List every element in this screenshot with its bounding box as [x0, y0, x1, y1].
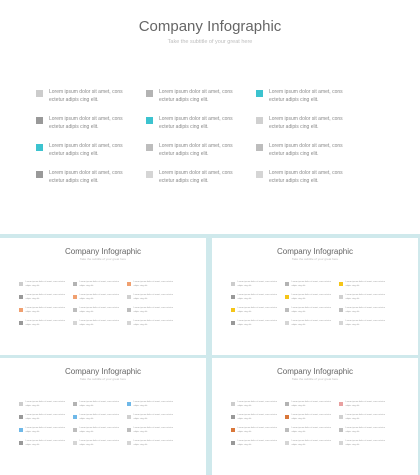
- item-grid: [36, 88, 356, 185]
- list-item-text: Lorem ipsum dolor sit amet, cons ectetur adipis cing elit.: [237, 294, 278, 300]
- list-item-text: Lorem ipsum dolor sit amet, cons ectetur adipis cing elit.: [79, 427, 120, 433]
- list-item: [73, 440, 121, 447]
- bullet-square-icon: [73, 402, 77, 406]
- list-item: [339, 440, 387, 447]
- bullet-square-icon: [285, 308, 289, 312]
- list-item: [256, 88, 356, 104]
- list-item-text: Lorem ipsum dolor sit amet, cons ectetur adipis cing elit.: [79, 401, 120, 407]
- bullet-square-icon: [36, 144, 43, 151]
- bullet-square-icon: [127, 428, 131, 432]
- list-item: [285, 427, 333, 434]
- bullet-square-icon: [36, 90, 43, 97]
- list-item: [36, 169, 136, 185]
- list-item-text: Lorem ipsum dolor sit amet, cons ectetur adipis cing elit.: [237, 281, 278, 287]
- bullet-square-icon: [127, 282, 131, 286]
- list-item: [285, 307, 333, 314]
- list-item-text: Lorem ipsum dolor sit amet, cons ectetur adipis cing elit.: [291, 427, 332, 433]
- list-item-text: Lorem ipsum dolor sit amet, cons ectetur adipis cing elit.: [291, 401, 332, 407]
- bullet-square-icon: [285, 282, 289, 286]
- bullet-square-icon: [256, 144, 263, 151]
- list-item: [231, 401, 279, 408]
- bullet-square-icon: [231, 295, 235, 299]
- list-item: [127, 414, 175, 421]
- bullet-square-icon: [146, 90, 153, 97]
- bullet-square-icon: [127, 321, 131, 325]
- bullet-square-icon: [339, 402, 343, 406]
- bullet-square-icon: [231, 321, 235, 325]
- bullet-square-icon: [146, 117, 153, 124]
- slide-thumbnail-2[interactable]: [212, 238, 418, 355]
- list-item: [127, 427, 175, 434]
- bullet-square-icon: [339, 321, 343, 325]
- list-item: [146, 115, 246, 131]
- list-item: [231, 414, 279, 421]
- list-item-text: Lorem ipsum dolor sit amet, cons ectetur adipis cing elit.: [345, 281, 386, 287]
- bullet-square-icon: [19, 402, 23, 406]
- list-item-text: Lorem ipsum dolor sit amet, cons ectetur adipis cing elit.: [159, 116, 233, 130]
- slide-subtitle: Take the subtitle of your great here: [79, 257, 127, 261]
- list-item-text: Lorem ipsum dolor sit amet, cons ectetur adipis cing elit.: [345, 401, 386, 407]
- list-item-text: Lorem ipsum dolor sit amet, cons ectetur adipis cing elit.: [291, 281, 332, 287]
- list-item: [231, 307, 279, 314]
- list-item: [339, 414, 387, 421]
- list-item-text: Lorem ipsum dolor sit amet, cons ectetur adipis cing elit.: [25, 440, 66, 446]
- list-item: [285, 281, 333, 288]
- list-item-text: Lorem ipsum dolor sit amet, cons ectetur adipis cing elit.: [237, 414, 278, 420]
- list-item: [19, 401, 67, 408]
- list-item-text: Lorem ipsum dolor sit amet, cons ectetur adipis cing elit.: [25, 320, 66, 326]
- list-item: [339, 427, 387, 434]
- bullet-square-icon: [73, 295, 77, 299]
- bullet-square-icon: [19, 441, 23, 445]
- list-item: [231, 440, 279, 447]
- bullet-square-icon: [339, 308, 343, 312]
- item-grid: [231, 281, 387, 327]
- list-item: [19, 440, 67, 447]
- item-grid: [19, 281, 175, 327]
- list-item: [256, 169, 356, 185]
- list-item-text: Lorem ipsum dolor sit amet, cons ectetur adipis cing elit.: [79, 320, 120, 326]
- bullet-square-icon: [73, 441, 77, 445]
- bullet-square-icon: [19, 308, 23, 312]
- slide-title: Company Infographic: [276, 247, 354, 256]
- list-item-text: Lorem ipsum dolor sit amet, cons ectetur adipis cing elit.: [269, 116, 343, 130]
- bullet-square-icon: [127, 415, 131, 419]
- list-item: [231, 320, 279, 327]
- list-item: [231, 281, 279, 288]
- bullet-square-icon: [231, 428, 235, 432]
- list-item-text: Lorem ipsum dolor sit amet, cons ectetur adipis cing elit.: [49, 143, 123, 157]
- list-item: [146, 169, 246, 185]
- list-item-text: Lorem ipsum dolor sit amet, cons ectetur adipis cing elit.: [49, 116, 123, 130]
- list-item: [339, 307, 387, 314]
- list-item-text: Lorem ipsum dolor sit amet, cons ectetur adipis cing elit.: [79, 440, 120, 446]
- slide-title: Company Infographic: [138, 18, 282, 35]
- list-item: [73, 401, 121, 408]
- bullet-square-icon: [73, 308, 77, 312]
- list-item-text: Lorem ipsum dolor sit amet, cons ectetur adipis cing elit.: [79, 294, 120, 300]
- bullet-square-icon: [19, 321, 23, 325]
- list-item: [19, 427, 67, 434]
- list-item: [339, 320, 387, 327]
- list-item: [285, 440, 333, 447]
- list-item-text: Lorem ipsum dolor sit amet, cons ectetur adipis cing elit.: [159, 143, 233, 157]
- list-item-text: Lorem ipsum dolor sit amet, cons ectetur adipis cing elit.: [49, 170, 123, 184]
- list-item: [127, 401, 175, 408]
- list-item: [73, 294, 121, 301]
- bullet-square-icon: [339, 441, 343, 445]
- slide-title: Company Infographic: [276, 367, 354, 376]
- bullet-square-icon: [285, 415, 289, 419]
- list-item-text: Lorem ipsum dolor sit amet, cons ectetur adipis cing elit.: [79, 414, 120, 420]
- bullet-square-icon: [19, 282, 23, 286]
- bullet-square-icon: [231, 282, 235, 286]
- list-item-text: Lorem ipsum dolor sit amet, cons ectetur adipis cing elit.: [79, 307, 120, 313]
- bullet-square-icon: [256, 171, 263, 178]
- list-item-text: Lorem ipsum dolor sit amet, cons ectetur adipis cing elit.: [237, 320, 278, 326]
- list-item: [285, 401, 333, 408]
- list-item-text: Lorem ipsum dolor sit amet, cons ectetur adipis cing elit.: [237, 401, 278, 407]
- bullet-square-icon: [73, 428, 77, 432]
- list-item-text: Lorem ipsum dolor sit amet, cons ectetur adipis cing elit.: [133, 401, 174, 407]
- list-item: [285, 294, 333, 301]
- bullet-square-icon: [231, 441, 235, 445]
- list-item-text: Lorem ipsum dolor sit amet, cons ectetur adipis cing elit.: [49, 89, 123, 103]
- list-item-text: Lorem ipsum dolor sit amet, cons ectetur adipis cing elit.: [133, 307, 174, 313]
- item-grid: [231, 401, 387, 447]
- bullet-square-icon: [256, 117, 263, 124]
- bullet-square-icon: [339, 295, 343, 299]
- bullet-square-icon: [285, 321, 289, 325]
- bullet-square-icon: [36, 117, 43, 124]
- list-item-text: Lorem ipsum dolor sit amet, cons ectetur adipis cing elit.: [25, 281, 66, 287]
- list-item-text: Lorem ipsum dolor sit amet, cons ectetur adipis cing elit.: [345, 427, 386, 433]
- list-item-text: Lorem ipsum dolor sit amet, cons ectetur adipis cing elit.: [133, 294, 174, 300]
- list-item: [127, 320, 175, 327]
- bullet-square-icon: [127, 295, 131, 299]
- list-item-text: Lorem ipsum dolor sit amet, cons ectetur adipis cing elit.: [133, 440, 174, 446]
- bullet-square-icon: [285, 441, 289, 445]
- list-item-text: Lorem ipsum dolor sit amet, cons ectetur adipis cing elit.: [269, 170, 343, 184]
- slide-title: Company Infographic: [64, 247, 142, 256]
- list-item-text: Lorem ipsum dolor sit amet, cons ectetur adipis cing elit.: [25, 414, 66, 420]
- bullet-square-icon: [19, 428, 23, 432]
- list-item-text: Lorem ipsum dolor sit amet, cons ectetur adipis cing elit.: [25, 294, 66, 300]
- list-item: [73, 414, 121, 421]
- list-item-text: Lorem ipsum dolor sit amet, cons ectetur adipis cing elit.: [291, 440, 332, 446]
- list-item: [19, 414, 67, 421]
- bullet-square-icon: [339, 415, 343, 419]
- list-item-text: Lorem ipsum dolor sit amet, cons ectetur adipis cing elit.: [345, 294, 386, 300]
- bullet-square-icon: [127, 402, 131, 406]
- list-item-text: Lorem ipsum dolor sit amet, cons ectetur adipis cing elit.: [159, 89, 233, 103]
- list-item: [73, 320, 121, 327]
- list-item-text: Lorem ipsum dolor sit amet, cons ectetur adipis cing elit.: [345, 307, 386, 313]
- list-item: [36, 142, 136, 158]
- bullet-square-icon: [19, 415, 23, 419]
- bullet-square-icon: [231, 415, 235, 419]
- bullet-square-icon: [339, 282, 343, 286]
- slide-subtitle: Take the subtitle of your great here: [291, 257, 339, 261]
- list-item-text: Lorem ipsum dolor sit amet, cons ectetur adipis cing elit.: [133, 414, 174, 420]
- list-item-text: Lorem ipsum dolor sit amet, cons ectetur adipis cing elit.: [269, 143, 343, 157]
- item-grid: [19, 401, 175, 447]
- list-item: [146, 88, 246, 104]
- list-item: [73, 427, 121, 434]
- bullet-square-icon: [19, 295, 23, 299]
- list-item-text: Lorem ipsum dolor sit amet, cons ectetur adipis cing elit.: [237, 307, 278, 313]
- list-item-text: Lorem ipsum dolor sit amet, cons ectetur adipis cing elit.: [345, 414, 386, 420]
- list-item-text: Lorem ipsum dolor sit amet, cons ectetur adipis cing elit.: [291, 320, 332, 326]
- list-item: [36, 88, 136, 104]
- list-item: [285, 414, 333, 421]
- list-item-text: Lorem ipsum dolor sit amet, cons ectetur adipis cing elit.: [291, 414, 332, 420]
- list-item: [19, 320, 67, 327]
- list-item: [285, 320, 333, 327]
- list-item-text: Lorem ipsum dolor sit amet, cons ectetur adipis cing elit.: [25, 427, 66, 433]
- bullet-square-icon: [36, 171, 43, 178]
- list-item: [231, 294, 279, 301]
- bullet-square-icon: [146, 171, 153, 178]
- bullet-square-icon: [285, 402, 289, 406]
- list-item-text: Lorem ipsum dolor sit amet, cons ectetur adipis cing elit.: [269, 89, 343, 103]
- list-item: [127, 281, 175, 288]
- bullet-square-icon: [73, 415, 77, 419]
- bullet-square-icon: [127, 441, 131, 445]
- bullet-square-icon: [285, 295, 289, 299]
- slide-thumbnail-4[interactable]: [212, 358, 418, 475]
- slide-subtitle: Take the subtitle of your great here: [79, 377, 127, 381]
- list-item-text: Lorem ipsum dolor sit amet, cons ectetur adipis cing elit.: [25, 307, 66, 313]
- list-item: [127, 307, 175, 314]
- slide-thumbnail-3[interactable]: [0, 358, 206, 475]
- list-item-text: Lorem ipsum dolor sit amet, cons ectetur adipis cing elit.: [291, 294, 332, 300]
- list-item: [19, 307, 67, 314]
- bullet-square-icon: [73, 321, 77, 325]
- list-item-text: Lorem ipsum dolor sit amet, cons ectetur adipis cing elit.: [25, 401, 66, 407]
- list-item-text: Lorem ipsum dolor sit amet, cons ectetur adipis cing elit.: [291, 307, 332, 313]
- slide-thumbnail-1[interactable]: [0, 238, 206, 355]
- list-item: [231, 427, 279, 434]
- bullet-square-icon: [256, 90, 263, 97]
- list-item-text: Lorem ipsum dolor sit amet, cons ectetur adipis cing elit.: [237, 440, 278, 446]
- list-item: [127, 440, 175, 447]
- bullet-square-icon: [127, 308, 131, 312]
- list-item-text: Lorem ipsum dolor sit amet, cons ectetur adipis cing elit.: [159, 170, 233, 184]
- bullet-square-icon: [231, 308, 235, 312]
- list-item: [339, 294, 387, 301]
- bullet-square-icon: [339, 428, 343, 432]
- list-item-text: Lorem ipsum dolor sit amet, cons ectetur adipis cing elit.: [79, 281, 120, 287]
- list-item: [19, 294, 67, 301]
- bullet-square-icon: [73, 282, 77, 286]
- list-item-text: Lorem ipsum dolor sit amet, cons ectetur adipis cing elit.: [345, 440, 386, 446]
- list-item-text: Lorem ipsum dolor sit amet, cons ectetur adipis cing elit.: [133, 281, 174, 287]
- bullet-square-icon: [146, 144, 153, 151]
- list-item: [127, 294, 175, 301]
- bullet-square-icon: [231, 402, 235, 406]
- list-item: [73, 281, 121, 288]
- list-item-text: Lorem ipsum dolor sit amet, cons ectetur adipis cing elit.: [237, 427, 278, 433]
- list-item-text: Lorem ipsum dolor sit amet, cons ectetur adipis cing elit.: [133, 427, 174, 433]
- list-item-text: Lorem ipsum dolor sit amet, cons ectetur adipis cing elit.: [133, 320, 174, 326]
- slide-subtitle: Take the subtitle of your great here: [291, 377, 339, 381]
- list-item: [256, 142, 356, 158]
- list-item: [339, 281, 387, 288]
- slide-main[interactable]: [0, 0, 420, 234]
- slide-title: Company Infographic: [64, 367, 142, 376]
- list-item: [339, 401, 387, 408]
- list-item: [146, 142, 246, 158]
- list-item: [36, 115, 136, 131]
- bullet-square-icon: [285, 428, 289, 432]
- list-item: [73, 307, 121, 314]
- list-item: [19, 281, 67, 288]
- slide-subtitle: Take the subtitle of your great here: [167, 39, 253, 45]
- list-item-text: Lorem ipsum dolor sit amet, cons ectetur adipis cing elit.: [345, 320, 386, 326]
- list-item: [256, 115, 356, 131]
